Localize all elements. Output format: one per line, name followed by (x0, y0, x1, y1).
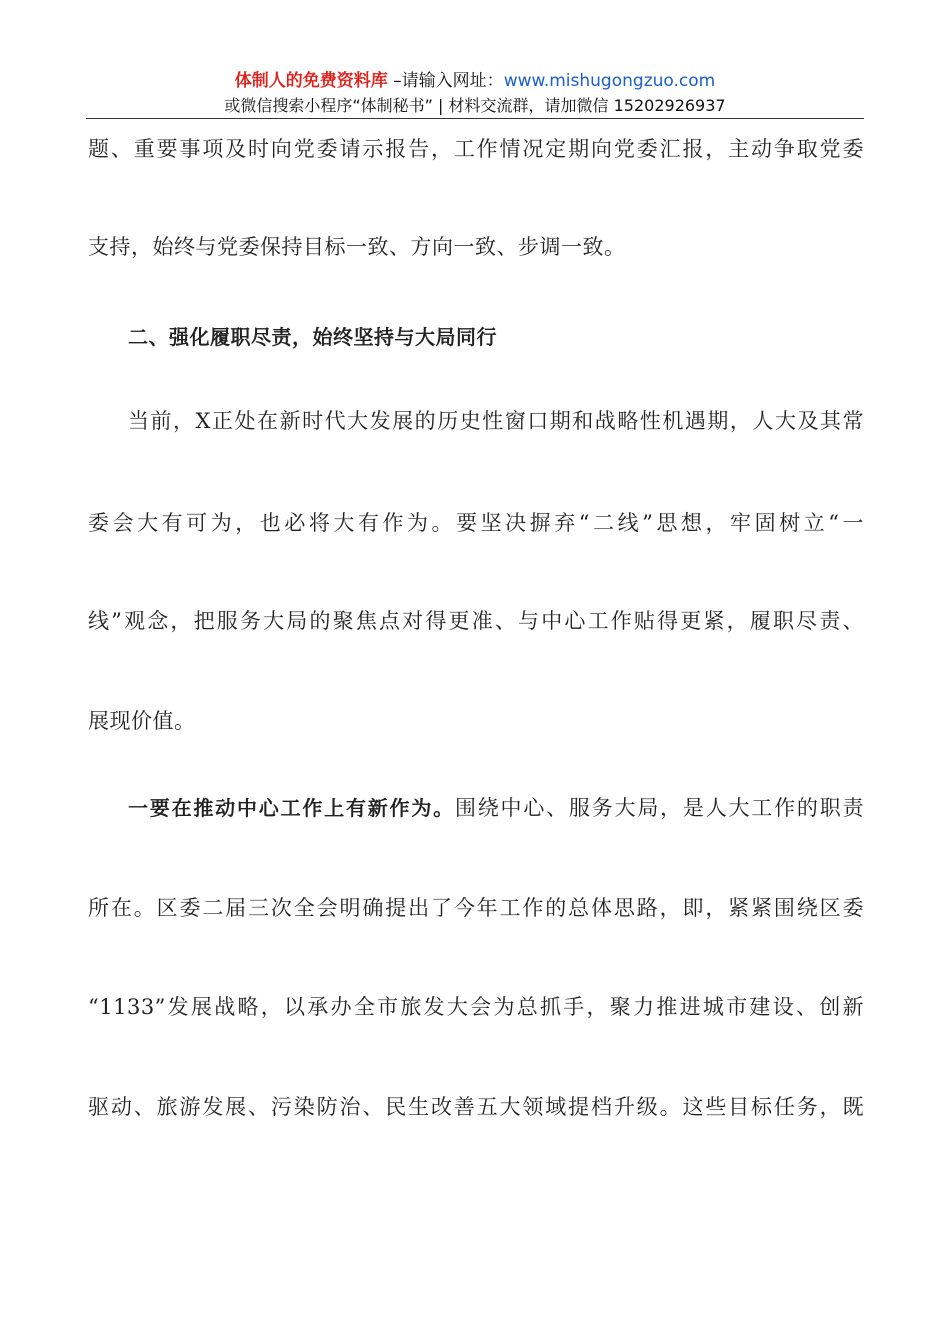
body-line-1: 题、重要事项及时向党委请示报告，工作情况定期向党委汇报，主动争取党委 (88, 137, 864, 161)
para2-line-3: 线”观念，把服务大局的聚焦点对得更准、与中心工作贴得更紧，履职尽责、 (88, 609, 864, 633)
para2-line-2: 委会大有可为，也必将大有作为。要坚决摒弃“二线”思想，牢固树立“一 (88, 511, 864, 535)
header-line-1 (0, 68, 950, 94)
para3-line-1-rest: 围绕中心、服务大局，是人大工作的职责 (454, 796, 864, 820)
para2-line-4: 展现价值。 (88, 709, 196, 733)
body-line-2: 支持，始终与党委保持目标一致、方向一致、步调一致。 (88, 235, 626, 259)
para3-line-1 (128, 793, 864, 823)
para3-line-2: 所在。区委二届三次全会明确提出了今年工作的总体思路，即，紧紧围绕区委 (88, 896, 864, 920)
header-divider (86, 118, 864, 119)
para3-bold-lead: 一要在推动中心工作上有新作为。 (128, 796, 455, 820)
page-header (0, 68, 950, 118)
section-heading: 二、强化履职尽责，始终坚持与大局同行 (128, 325, 497, 349)
header-line-2: 或微信搜索小程序“体制秘书” | 材料交流群，请加微信 15202926937 (224, 96, 726, 115)
header-brand: 体制人的免费资料库 (234, 71, 388, 91)
para3-line-3: “1133”发展战略，以承办全市旅发大会为总抓手，聚力推进城市建设、创新 (88, 995, 864, 1019)
header-url-link[interactable]: www.mishugongzuo.com (503, 71, 716, 91)
header-prompt: –请输入网址： (387, 71, 504, 91)
para3-line-4: 驱动、旅游发展、污染防治、民生改善五大领域提档升级。这些目标任务，既 (88, 1095, 864, 1119)
para2-line-1: 当前，X正处在新时代大发展的历史性窗口期和战略性机遇期，人大及其常 (128, 409, 864, 433)
